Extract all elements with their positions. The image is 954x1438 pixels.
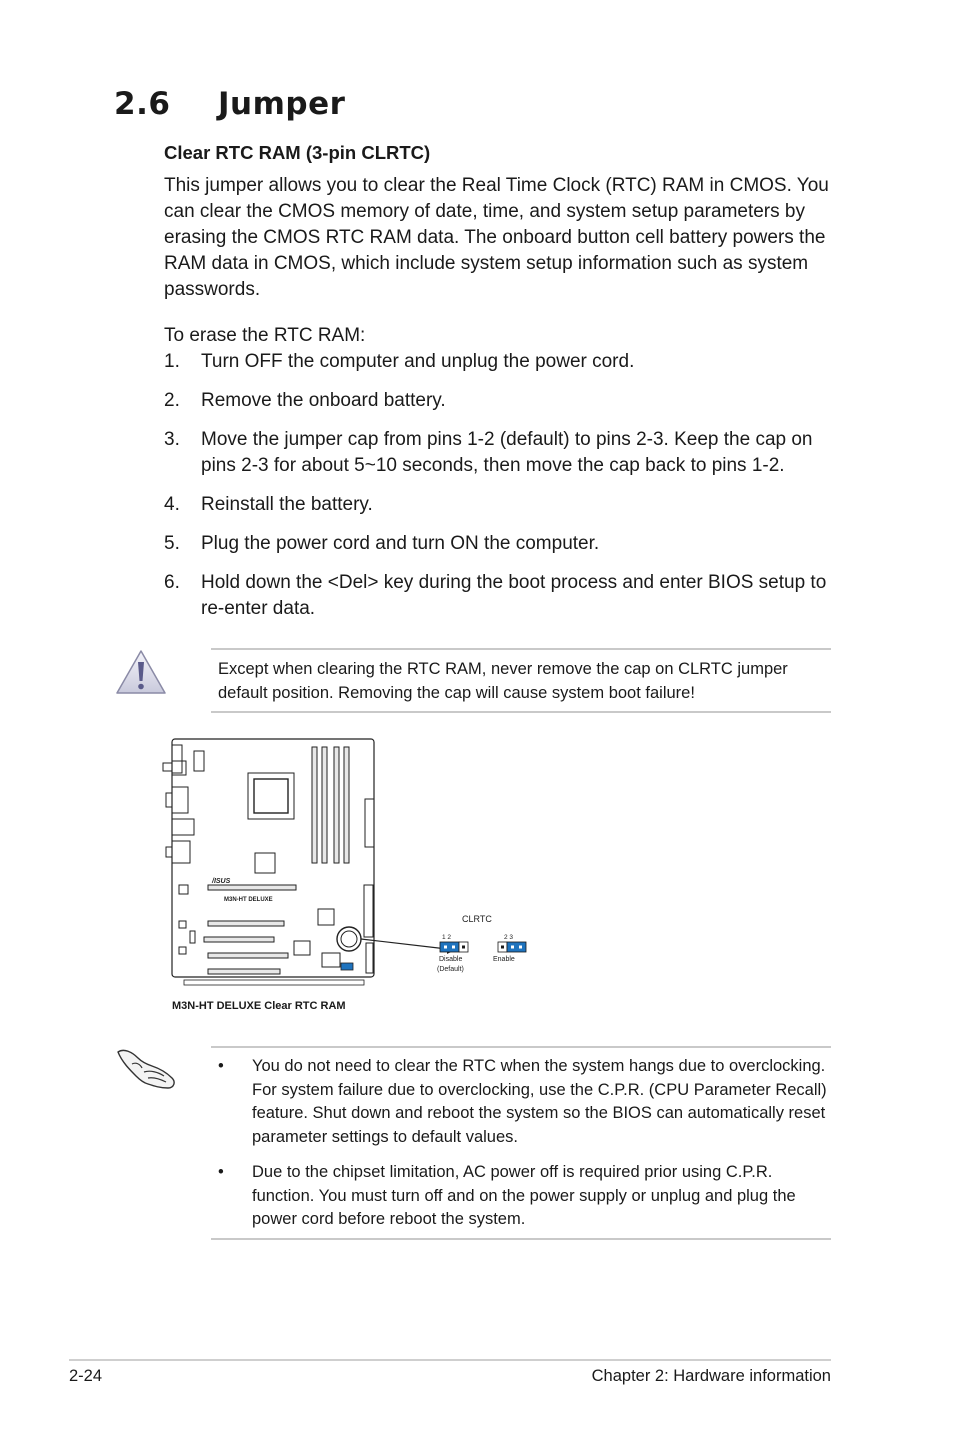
expansion-slot (204, 937, 274, 942)
page-number: 2-24 (69, 1367, 103, 1385)
bullet: • (218, 1163, 224, 1181)
section-heading: Jumper (218, 86, 346, 122)
bottom-headers (184, 980, 364, 985)
note-item (218, 1161, 830, 1232)
clrtc-jumper-location (341, 963, 353, 970)
clrtc-label: CLRTC (462, 914, 492, 924)
subheading: Clear RTC RAM (3-pin CLRTC) (164, 142, 431, 163)
step-number: 1. (164, 351, 180, 372)
rear-io-port (163, 763, 172, 771)
step-item (164, 388, 834, 414)
step-number: 5. (164, 533, 180, 554)
section-title (114, 86, 345, 122)
step-item (164, 427, 834, 479)
step-text: Move the jumper cap from pins 1-2 (default) to pins 2-3. Keep the cap on pins 2-3 for about 5~10 seconds, then move the cap back to pins 1-2. (201, 429, 813, 476)
step-number: 6. (164, 572, 180, 593)
step-item (164, 492, 834, 518)
jumper-enable (498, 942, 526, 952)
rear-io-port (166, 847, 172, 857)
step-item (164, 570, 834, 622)
note-list (218, 1055, 830, 1244)
dimm-slot (334, 747, 339, 863)
note-text: Due to the chipset limitation, AC power off is required prior using C.P.R. function. You must turn off and on the power supply or unplug and plug the power cord before reboot the system. (252, 1163, 796, 1228)
expansion-slot (208, 953, 288, 958)
motherboard-diagram (160, 735, 540, 1020)
step-text: Reinstall the battery. (201, 494, 373, 515)
pins-label-left: 1 2 (442, 934, 452, 941)
brand-logo: /ISUS (212, 878, 231, 885)
step-item (164, 349, 834, 375)
diagram-caption: M3N-HT DELUXE Clear RTC RAM (172, 1000, 346, 1012)
note-top-rule (211, 1046, 831, 1048)
bullet: • (218, 1057, 224, 1075)
warning-top-rule (211, 648, 831, 650)
intro-paragraph: This jumper allows you to clear the Real Time Clock (RTC) RAM in CMOS. You can clear the CMOS memory of date, time, and system setup parameters by erasing the CMOS RTC RAM data. The onboard button cell battery powers the RAM data in CMOS, which include system setup information such as system passwords. (164, 175, 829, 300)
chapter-title: Chapter 2: Hardware information (591, 1367, 831, 1385)
jumper-disable-default (440, 942, 468, 952)
note-text: You do not need to clear the RTC when the system hangs due to overclocking. For system failure due to overclocking, use the C.P.R. (CPU Parameter Recall) feature. Shut down and reboot the system so the BIOS can automatically reset parameter settings to default values. (252, 1057, 827, 1146)
warning-bottom-rule (211, 711, 831, 713)
step-number: 2. (164, 390, 180, 411)
state-default-note: (Default) (437, 966, 464, 973)
footer-rule (69, 1359, 831, 1361)
board-label: M3N-HT DELUXE (224, 897, 273, 903)
dimm-slot (344, 747, 349, 863)
expansion-slot (208, 921, 284, 926)
warning-text: Except when clearing the RTC RAM, never remove the cap on CLRTC jumper default position. Removing the cap will cause system boot failure! (218, 660, 788, 702)
pins-label-right: 2 3 (504, 934, 514, 941)
dimm-slot (322, 747, 327, 863)
expansion-slot (208, 885, 296, 890)
step-number: 3. (164, 429, 180, 450)
state-enable-label: Enable (493, 956, 515, 963)
rear-io-port (166, 793, 172, 807)
hand-note-icon (114, 1042, 180, 1092)
step-text: Plug the power cord and turn ON the computer. (201, 533, 600, 554)
step-number: 4. (164, 494, 180, 515)
state-disable-label: Disable (439, 956, 463, 963)
dimm-slot (312, 747, 317, 863)
expansion-slot (208, 969, 280, 974)
warning-triangle-icon (114, 648, 168, 696)
step-text: Turn OFF the computer and unplug the power cord. (201, 351, 635, 372)
step-text: Hold down the <Del> key during the boot process and enter BIOS setup to re-enter data. (201, 572, 827, 619)
step-text: Remove the onboard battery. (201, 390, 446, 411)
note-item (218, 1055, 830, 1149)
steps-lead: To erase the RTC RAM: (164, 325, 366, 346)
section-number: 2.6 (114, 86, 171, 122)
steps-list (164, 349, 834, 635)
step-item (164, 531, 834, 557)
